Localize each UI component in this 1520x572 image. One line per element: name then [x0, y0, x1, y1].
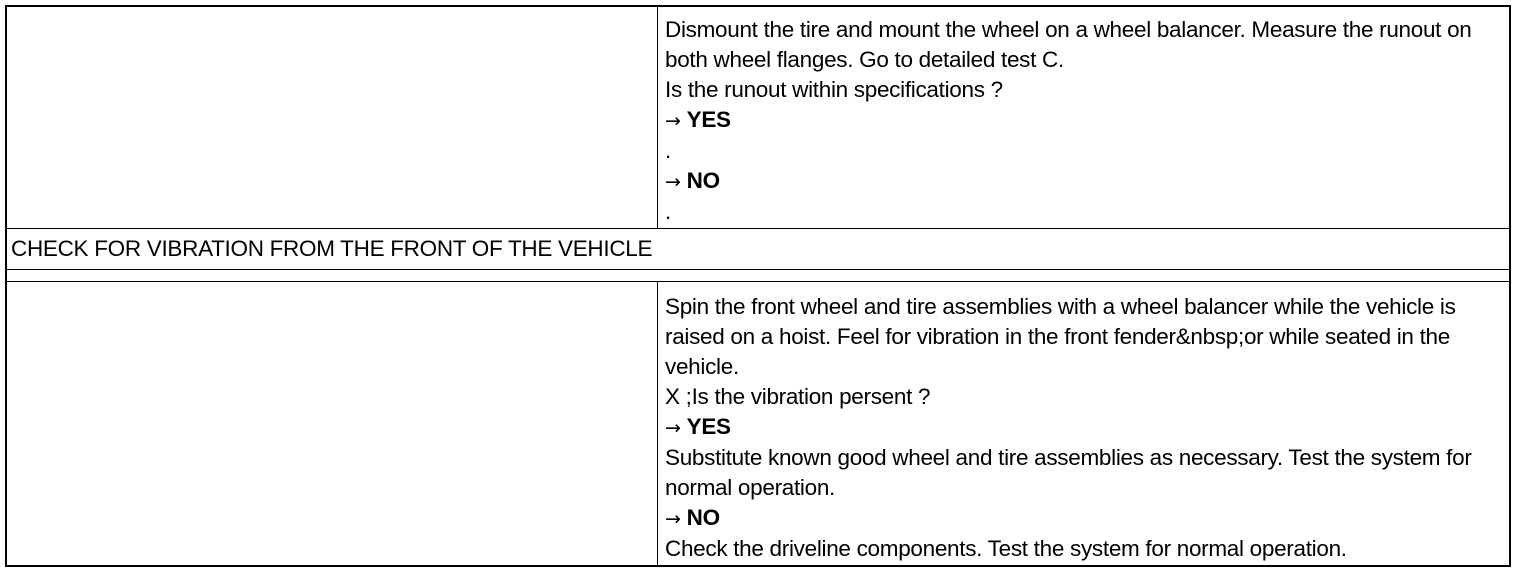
right-arrow-icon: →	[665, 417, 681, 439]
step-question: Is the runout within specifications ?	[665, 77, 1003, 102]
procedure-table	[5, 5, 1511, 567]
yes-result: Substitute known good wheel and tire assemblies as necessary. Test the system for normal operation.	[665, 445, 1472, 500]
yes-label: YES	[686, 107, 731, 132]
step-cell-content	[659, 282, 1507, 565]
no-result: Check the driveline components. Test the system for normal operation.	[665, 536, 1347, 561]
step-cell-empty	[7, 282, 658, 565]
no-answer	[665, 166, 1501, 197]
step-question: X ;Is the vibration persent ?	[665, 384, 931, 409]
section-title: CHECK FOR VIBRATION FROM THE FRONT OF THE VEHICLE	[11, 236, 653, 261]
no-answer	[665, 503, 1501, 534]
yes-answer	[665, 105, 1501, 136]
step-instruction: Dismount the tire and mount the wheel on a wheel balancer. Measure the runout on both wheel flanges. Go to detailed test C.	[665, 17, 1472, 72]
yes-result: .	[665, 138, 671, 163]
right-arrow-icon: →	[665, 171, 681, 193]
step-cell-empty	[7, 7, 658, 228]
yes-label: YES	[686, 414, 731, 439]
no-label: NO	[686, 505, 720, 530]
yes-answer	[665, 412, 1501, 443]
no-label: NO	[686, 168, 720, 193]
right-arrow-icon: →	[665, 508, 681, 530]
step-instruction: Spin the front wheel and tire assemblies with a wheel balancer while the vehicle is raised on a hoist. Feel for vibration in the front fender&nbsp;or while seated in the vehicle.	[665, 294, 1456, 379]
table-row	[7, 7, 1509, 228]
no-result: .	[665, 199, 671, 224]
right-arrow-icon: →	[665, 110, 681, 132]
row-divider	[7, 269, 1509, 270]
table-row	[7, 282, 1509, 565]
step-cell-content	[659, 7, 1507, 228]
